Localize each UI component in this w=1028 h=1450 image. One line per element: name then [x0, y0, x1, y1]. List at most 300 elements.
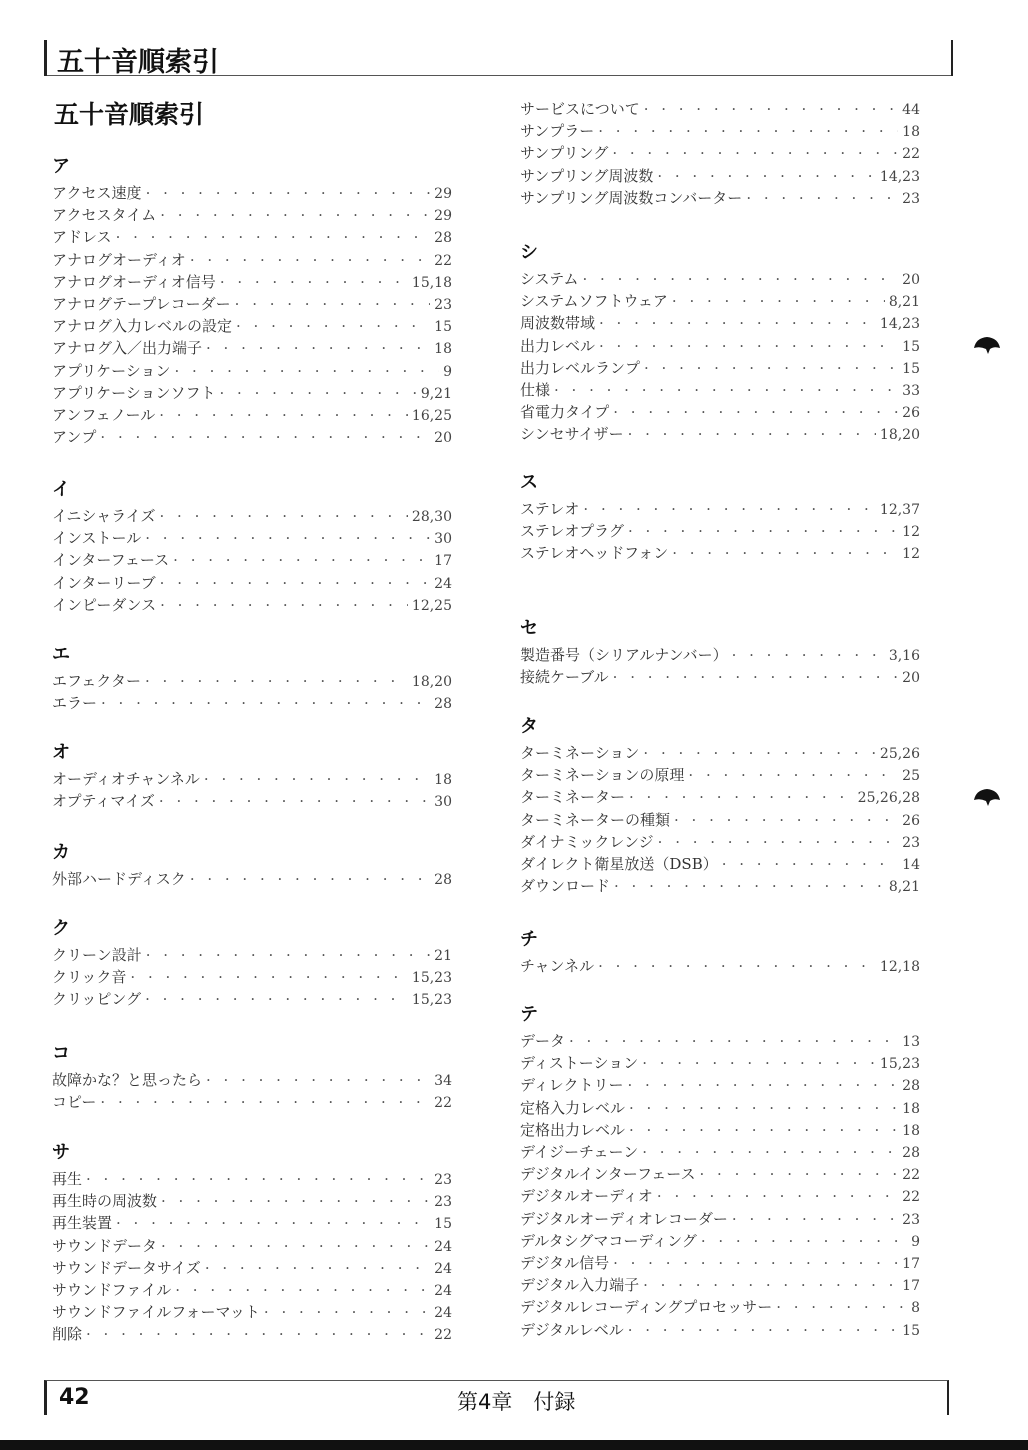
entry-term: アクセス速度	[52, 184, 142, 202]
entry-page: 23	[902, 1211, 920, 1228]
dot-leader	[220, 384, 417, 402]
dot-leader	[204, 770, 430, 788]
index-entry	[520, 1319, 920, 1341]
dot-leader	[732, 1210, 898, 1228]
entry-term: ターミネーター	[520, 788, 626, 807]
entry-term: 定格入力レベル	[520, 1098, 626, 1117]
entry-page: 9	[911, 1233, 920, 1250]
entry-page: 16,25	[411, 408, 452, 424]
section-heading: オ	[52, 742, 70, 763]
entry-term: 省電力タイプ	[520, 403, 610, 422]
index-entry	[52, 790, 452, 812]
dot-leader	[629, 1099, 898, 1117]
dot-leader	[145, 529, 430, 547]
entry-term: 定格出力レベル	[520, 1120, 626, 1139]
entry-term: ターミネーション	[520, 744, 640, 762]
dot-leader	[628, 522, 898, 540]
dot-leader	[86, 1170, 430, 1188]
index-entry	[520, 1252, 920, 1274]
entry-term: サンプリング周波数	[520, 166, 654, 185]
index-entry	[520, 401, 920, 423]
dot-leader	[554, 381, 898, 399]
index-entry	[520, 142, 920, 164]
entry-page: 20	[902, 670, 920, 687]
dot-leader	[206, 339, 430, 357]
entry-page: 28	[434, 230, 452, 247]
index-entry	[520, 423, 920, 445]
entry-page: 20	[434, 430, 452, 447]
entry-page: 22	[902, 146, 920, 163]
entry-page: 12	[902, 546, 920, 563]
entry-term: アンフェノール	[52, 406, 156, 424]
entry-term: チャンネル	[520, 957, 595, 975]
dot-leader	[674, 811, 898, 829]
entry-page: 26	[902, 812, 920, 829]
entry-term: 再生	[52, 1170, 83, 1188]
dot-leader	[628, 425, 876, 443]
entry-page: 21	[434, 948, 452, 964]
index-entry	[520, 290, 920, 312]
entry-page: 30	[434, 531, 452, 548]
entry-term: 再生時の周波数	[52, 1192, 158, 1211]
entry-term: システム	[520, 270, 579, 288]
entry-page: 22	[902, 1167, 920, 1184]
entry-term: エフェクター	[52, 672, 141, 690]
entry-term: デジタル入力端子	[520, 1276, 640, 1295]
index-entry	[520, 379, 920, 401]
index-entry	[52, 966, 452, 988]
entry-term: インピーダンス	[52, 595, 157, 614]
dot-leader	[628, 1076, 899, 1094]
entry-term: ダイナミックレンジ	[520, 832, 654, 851]
entry-term: デルタシグマコーディング	[520, 1231, 697, 1250]
entry-page: 24	[434, 1305, 452, 1322]
entry-term: ダイレクト衛星放送（DSB）	[520, 855, 718, 873]
entry-page: 12,18	[879, 959, 920, 975]
index-entry	[520, 542, 920, 564]
dot-leader	[658, 833, 899, 851]
entry-page: 17	[434, 553, 452, 570]
index-entry	[52, 692, 452, 714]
dot-leader	[569, 1032, 898, 1050]
entry-page: 15,23	[411, 970, 452, 987]
section-heading: タ	[520, 716, 538, 737]
entry-term: サウンドファイル	[52, 1281, 172, 1299]
entry-page: 18	[902, 124, 920, 141]
dot-leader	[583, 270, 899, 288]
index-entry	[52, 1069, 452, 1091]
entry-term: ターミネーションの原理	[520, 766, 685, 785]
index-entry	[52, 549, 452, 571]
entry-page: 24	[434, 575, 452, 592]
entry-term: 周波数帯域	[520, 314, 596, 333]
page-header	[44, 40, 953, 76]
entry-page: 34	[434, 1073, 452, 1089]
entry-term: 再生装置	[52, 1214, 113, 1233]
dot-leader	[145, 990, 408, 1008]
scan-edge	[0, 1440, 1028, 1450]
entry-page: 24	[434, 1238, 452, 1255]
dot-leader	[159, 406, 408, 424]
index-entry	[52, 1190, 452, 1212]
dot-leader	[642, 1143, 898, 1161]
entry-term: オーディオチャンネル	[52, 770, 200, 788]
entry-page: 17	[902, 1256, 920, 1272]
entry-term: デジタルインターフェース	[520, 1165, 696, 1184]
entry-page: 29	[434, 208, 452, 225]
entry-page: 12,37	[879, 502, 920, 518]
index-entry	[52, 988, 452, 1010]
entry-term: コピー	[52, 1093, 97, 1112]
dot-leader	[116, 1214, 430, 1232]
entry-term: クリーン設計	[52, 946, 142, 964]
entry-page: 18	[434, 772, 452, 788]
entry-page: 15	[434, 319, 452, 336]
entry-page: 12	[902, 524, 920, 541]
entry-page: 9,21	[420, 385, 452, 402]
index-entry	[52, 868, 452, 890]
dot-leader	[145, 672, 408, 690]
index-entry	[52, 1168, 452, 1190]
entry-term: デジタルレコーディングプロセッサー	[520, 1298, 773, 1317]
entry-page: 15	[902, 1322, 920, 1339]
index-entry	[52, 1212, 452, 1234]
dot-leader	[732, 646, 885, 664]
dot-leader	[599, 314, 876, 332]
entry-term: ダウンロード	[520, 877, 611, 896]
entry-page: 15	[902, 338, 920, 355]
entry-page: 23	[434, 1194, 452, 1211]
dot-leader	[130, 968, 408, 986]
dot-leader	[672, 544, 898, 562]
entry-page: 23	[902, 190, 920, 207]
section-heading: ス	[520, 472, 538, 493]
dot-leader	[701, 1232, 907, 1250]
entry-term: デジタルオーディオ	[520, 1187, 653, 1206]
index-entry	[520, 357, 920, 379]
index-entry	[52, 226, 452, 248]
entry-term: デジタルレベル	[520, 1320, 624, 1339]
section-heading: イ	[52, 479, 70, 500]
entry-page: 25,26	[879, 746, 920, 762]
entry-page: 44	[902, 102, 920, 118]
dot-leader	[598, 957, 876, 975]
dot-leader	[746, 189, 898, 207]
index-entry	[520, 1097, 920, 1119]
entry-page: 28	[902, 1078, 920, 1095]
header-title: 五十音順索引	[57, 47, 219, 78]
section-heading: コ	[52, 1043, 70, 1064]
entry-term: サウンドデータ	[52, 1236, 158, 1255]
dot-leader	[175, 362, 440, 380]
ink-blot-icon	[972, 786, 1002, 808]
entry-term: アナログ入／出力端子	[52, 339, 203, 358]
index-entry	[520, 1230, 920, 1252]
entry-page: 28,30	[411, 509, 452, 525]
index-entry	[520, 1052, 920, 1074]
dot-leader	[643, 744, 876, 762]
dot-leader	[628, 1321, 898, 1339]
entry-term: アナログオーディオ	[52, 250, 186, 269]
entry-page: 26	[902, 405, 920, 422]
dot-leader	[612, 144, 898, 162]
entry-page: 18	[902, 1122, 920, 1139]
entry-term: イニシャライズ	[52, 507, 156, 525]
entry-page: 23	[902, 834, 920, 851]
index-entry	[520, 165, 920, 187]
entry-term: サンプラー	[520, 122, 595, 141]
entry-page: 24	[434, 1260, 452, 1277]
index-entry	[52, 1257, 452, 1279]
index-entry	[520, 831, 920, 853]
entry-term: 出力レベル	[520, 336, 596, 355]
entry-term: ディレクトリー	[520, 1076, 624, 1095]
entry-page: 23	[434, 297, 452, 313]
entry-term: アナログ入力レベルの設定	[52, 317, 233, 336]
entry-page: 8,21	[888, 879, 920, 896]
entry-term: クリッピング	[52, 990, 142, 1009]
entry-page: 25,26,28	[857, 790, 920, 807]
dot-leader	[161, 1237, 430, 1255]
entry-page: 14,23	[879, 316, 920, 333]
entry-page: 30	[434, 794, 452, 811]
dot-leader	[657, 167, 876, 185]
entry-page: 8	[911, 1300, 920, 1317]
index-entry	[520, 764, 920, 786]
dot-leader	[160, 596, 408, 614]
section-heading: サ	[52, 1142, 70, 1163]
entry-term: 仕様	[520, 381, 551, 399]
entry-term: 故障かな？と思ったら	[52, 1071, 203, 1089]
entry-term: 外部ハードディスク	[52, 870, 186, 888]
entry-term: サウンドファイルフォーマット	[52, 1303, 260, 1322]
dot-leader	[100, 1093, 430, 1111]
entry-page: 18,20	[879, 427, 920, 444]
index-title: 五十音順索引	[54, 100, 205, 129]
entry-term: インストール	[52, 529, 142, 548]
entry-page: 22	[902, 1189, 920, 1206]
entry-page: 28	[434, 872, 452, 888]
header-rule	[47, 75, 951, 76]
index-entry	[52, 1301, 452, 1323]
entry-term: デジタル信号	[520, 1254, 610, 1272]
index-entry	[520, 1163, 920, 1185]
entry-term: サービスについて	[520, 100, 640, 118]
entry-page: 14	[902, 857, 920, 873]
dot-leader	[722, 855, 898, 873]
section-heading: セ	[520, 618, 538, 639]
entry-page: 9	[443, 363, 452, 380]
entry-page: 13	[902, 1034, 920, 1050]
index-entry	[52, 404, 452, 426]
index-entry	[52, 249, 452, 271]
dot-leader	[598, 122, 898, 140]
entry-page: 3,16	[888, 648, 920, 664]
index-entry	[520, 98, 920, 120]
index-entry	[520, 268, 920, 290]
entry-term: アナログテープレコーダー	[52, 295, 231, 313]
page-footer	[44, 1380, 949, 1415]
dot-leader	[643, 1276, 898, 1294]
entry-page: 12,25	[411, 597, 452, 614]
index-entry	[52, 293, 452, 315]
dot-leader	[629, 788, 854, 806]
dot-leader	[190, 870, 430, 888]
dot-leader	[629, 1121, 898, 1139]
index-entry	[52, 271, 452, 293]
entry-term: ステレオプラグ	[520, 522, 624, 541]
index-entry	[520, 1119, 920, 1141]
index-entry	[520, 1296, 920, 1318]
dot-leader	[86, 1325, 430, 1343]
entry-page: 22	[434, 1327, 452, 1344]
entry-page: 15,23	[411, 992, 452, 1009]
index-entry	[52, 505, 452, 527]
entry-term: アンプ	[52, 428, 97, 447]
index-entry	[520, 335, 920, 357]
index-entry	[520, 120, 920, 142]
entry-term: アナログオーディオ信号	[52, 272, 216, 291]
dot-leader	[146, 184, 431, 202]
index-entry	[52, 572, 452, 594]
index-entry	[520, 1141, 920, 1163]
index-entry	[520, 955, 920, 977]
entry-term: 製造番号（シリアルナンバー）	[520, 646, 728, 664]
dot-leader	[161, 1192, 430, 1210]
dot-leader	[657, 1187, 898, 1205]
dot-leader	[190, 251, 430, 269]
index-entry	[520, 1074, 920, 1096]
entry-term: サンプリング周波数コンバーター	[520, 188, 743, 207]
index-entry	[52, 360, 452, 382]
index-entry	[52, 337, 452, 359]
entry-page: 15,18	[411, 274, 452, 291]
entry-term: インターフェース	[52, 551, 170, 570]
dot-leader	[644, 359, 898, 377]
index-entry	[52, 527, 452, 549]
entry-term: デイジーチェーン	[520, 1143, 639, 1161]
index-entry	[52, 594, 452, 616]
entry-term: インターリーブ	[52, 573, 156, 592]
index-entry	[52, 1323, 452, 1345]
entry-page: 14,23	[879, 168, 920, 185]
dot-leader	[235, 295, 431, 313]
index-entry	[520, 1208, 920, 1230]
dot-leader	[613, 403, 898, 421]
dot-leader	[688, 766, 898, 784]
entry-page: 24	[434, 1283, 452, 1299]
dot-leader	[700, 1165, 899, 1183]
dot-leader	[159, 792, 430, 810]
dot-leader	[160, 574, 431, 592]
entry-term: アドレス	[52, 228, 112, 247]
entry-term: アプリケーション	[52, 361, 171, 380]
entry-term: クリック音	[52, 968, 127, 987]
section-heading: エ	[52, 644, 70, 665]
entry-page: 25	[902, 768, 920, 785]
entry-term: ステレオ	[520, 500, 580, 518]
index-entry	[52, 1091, 452, 1113]
entry-page: 15	[434, 1216, 452, 1233]
index-entry	[52, 182, 452, 204]
dot-leader	[642, 1054, 876, 1072]
entry-page: 15	[902, 360, 920, 377]
index-entry	[520, 853, 920, 875]
index-entry	[520, 312, 920, 334]
index-entry	[520, 498, 920, 520]
entry-page: 18,20	[411, 674, 452, 690]
index-entry	[520, 666, 920, 688]
entry-page: 23	[434, 1172, 452, 1188]
dot-leader	[776, 1298, 907, 1316]
entry-term: ターミネーターの種類	[520, 810, 671, 829]
entry-term: 出力レベルランプ	[520, 358, 641, 377]
entry-term: デジタルオーディオレコーダー	[520, 1209, 728, 1228]
entry-page: 15,23	[879, 1056, 920, 1073]
entry-page: 28	[434, 696, 452, 713]
dot-leader	[160, 206, 430, 224]
index-entry	[52, 1279, 452, 1301]
entry-term: アプリケーションソフト	[52, 383, 216, 402]
entry-page: 28	[902, 1145, 920, 1161]
dot-leader	[236, 317, 430, 335]
index-entry	[520, 742, 920, 764]
dot-leader	[613, 1254, 898, 1272]
entry-term: ディストーション	[520, 1054, 639, 1073]
index-entry	[520, 520, 920, 542]
entry-term: エラー	[52, 694, 98, 713]
entry-page: 22	[434, 252, 452, 269]
dot-leader	[644, 100, 898, 118]
dot-leader	[175, 1281, 430, 1299]
section-heading: シ	[520, 242, 538, 263]
chapter-label: 第4章 付録	[457, 1390, 576, 1414]
dot-leader	[613, 668, 899, 686]
dot-leader	[220, 273, 408, 291]
entry-page: 18	[434, 341, 452, 358]
dot-leader	[160, 507, 408, 525]
section-heading: ア	[52, 156, 70, 177]
dot-leader	[583, 500, 876, 518]
dot-leader	[116, 228, 431, 246]
index-entry	[52, 1235, 452, 1257]
entry-term: シンセサイザー	[520, 425, 624, 444]
dot-leader	[264, 1303, 430, 1321]
entry-term: システムソフトウェア	[520, 292, 668, 311]
dot-leader	[100, 428, 430, 446]
entry-page: 18	[902, 1100, 920, 1117]
entry-term: サンプリング	[520, 144, 609, 163]
index-entry	[520, 644, 920, 666]
entry-term: サウンドデータサイズ	[52, 1258, 201, 1277]
ink-blot-icon	[972, 334, 1002, 356]
dot-leader	[599, 337, 898, 355]
index-entry	[520, 875, 920, 897]
entry-page: 22	[434, 1095, 452, 1112]
index-entry	[520, 187, 920, 209]
index-entry	[52, 315, 452, 337]
entry-term: アクセスタイム	[52, 206, 157, 225]
index-entry	[52, 670, 452, 692]
index-entry	[52, 768, 452, 790]
index-entry	[520, 1030, 920, 1052]
dot-leader	[101, 694, 430, 712]
dot-leader	[173, 551, 430, 569]
entry-term: 削除	[52, 1325, 83, 1344]
entry-page: 8,21	[888, 294, 920, 311]
entry-page: 29	[434, 186, 452, 202]
entry-page: 20	[902, 272, 920, 288]
